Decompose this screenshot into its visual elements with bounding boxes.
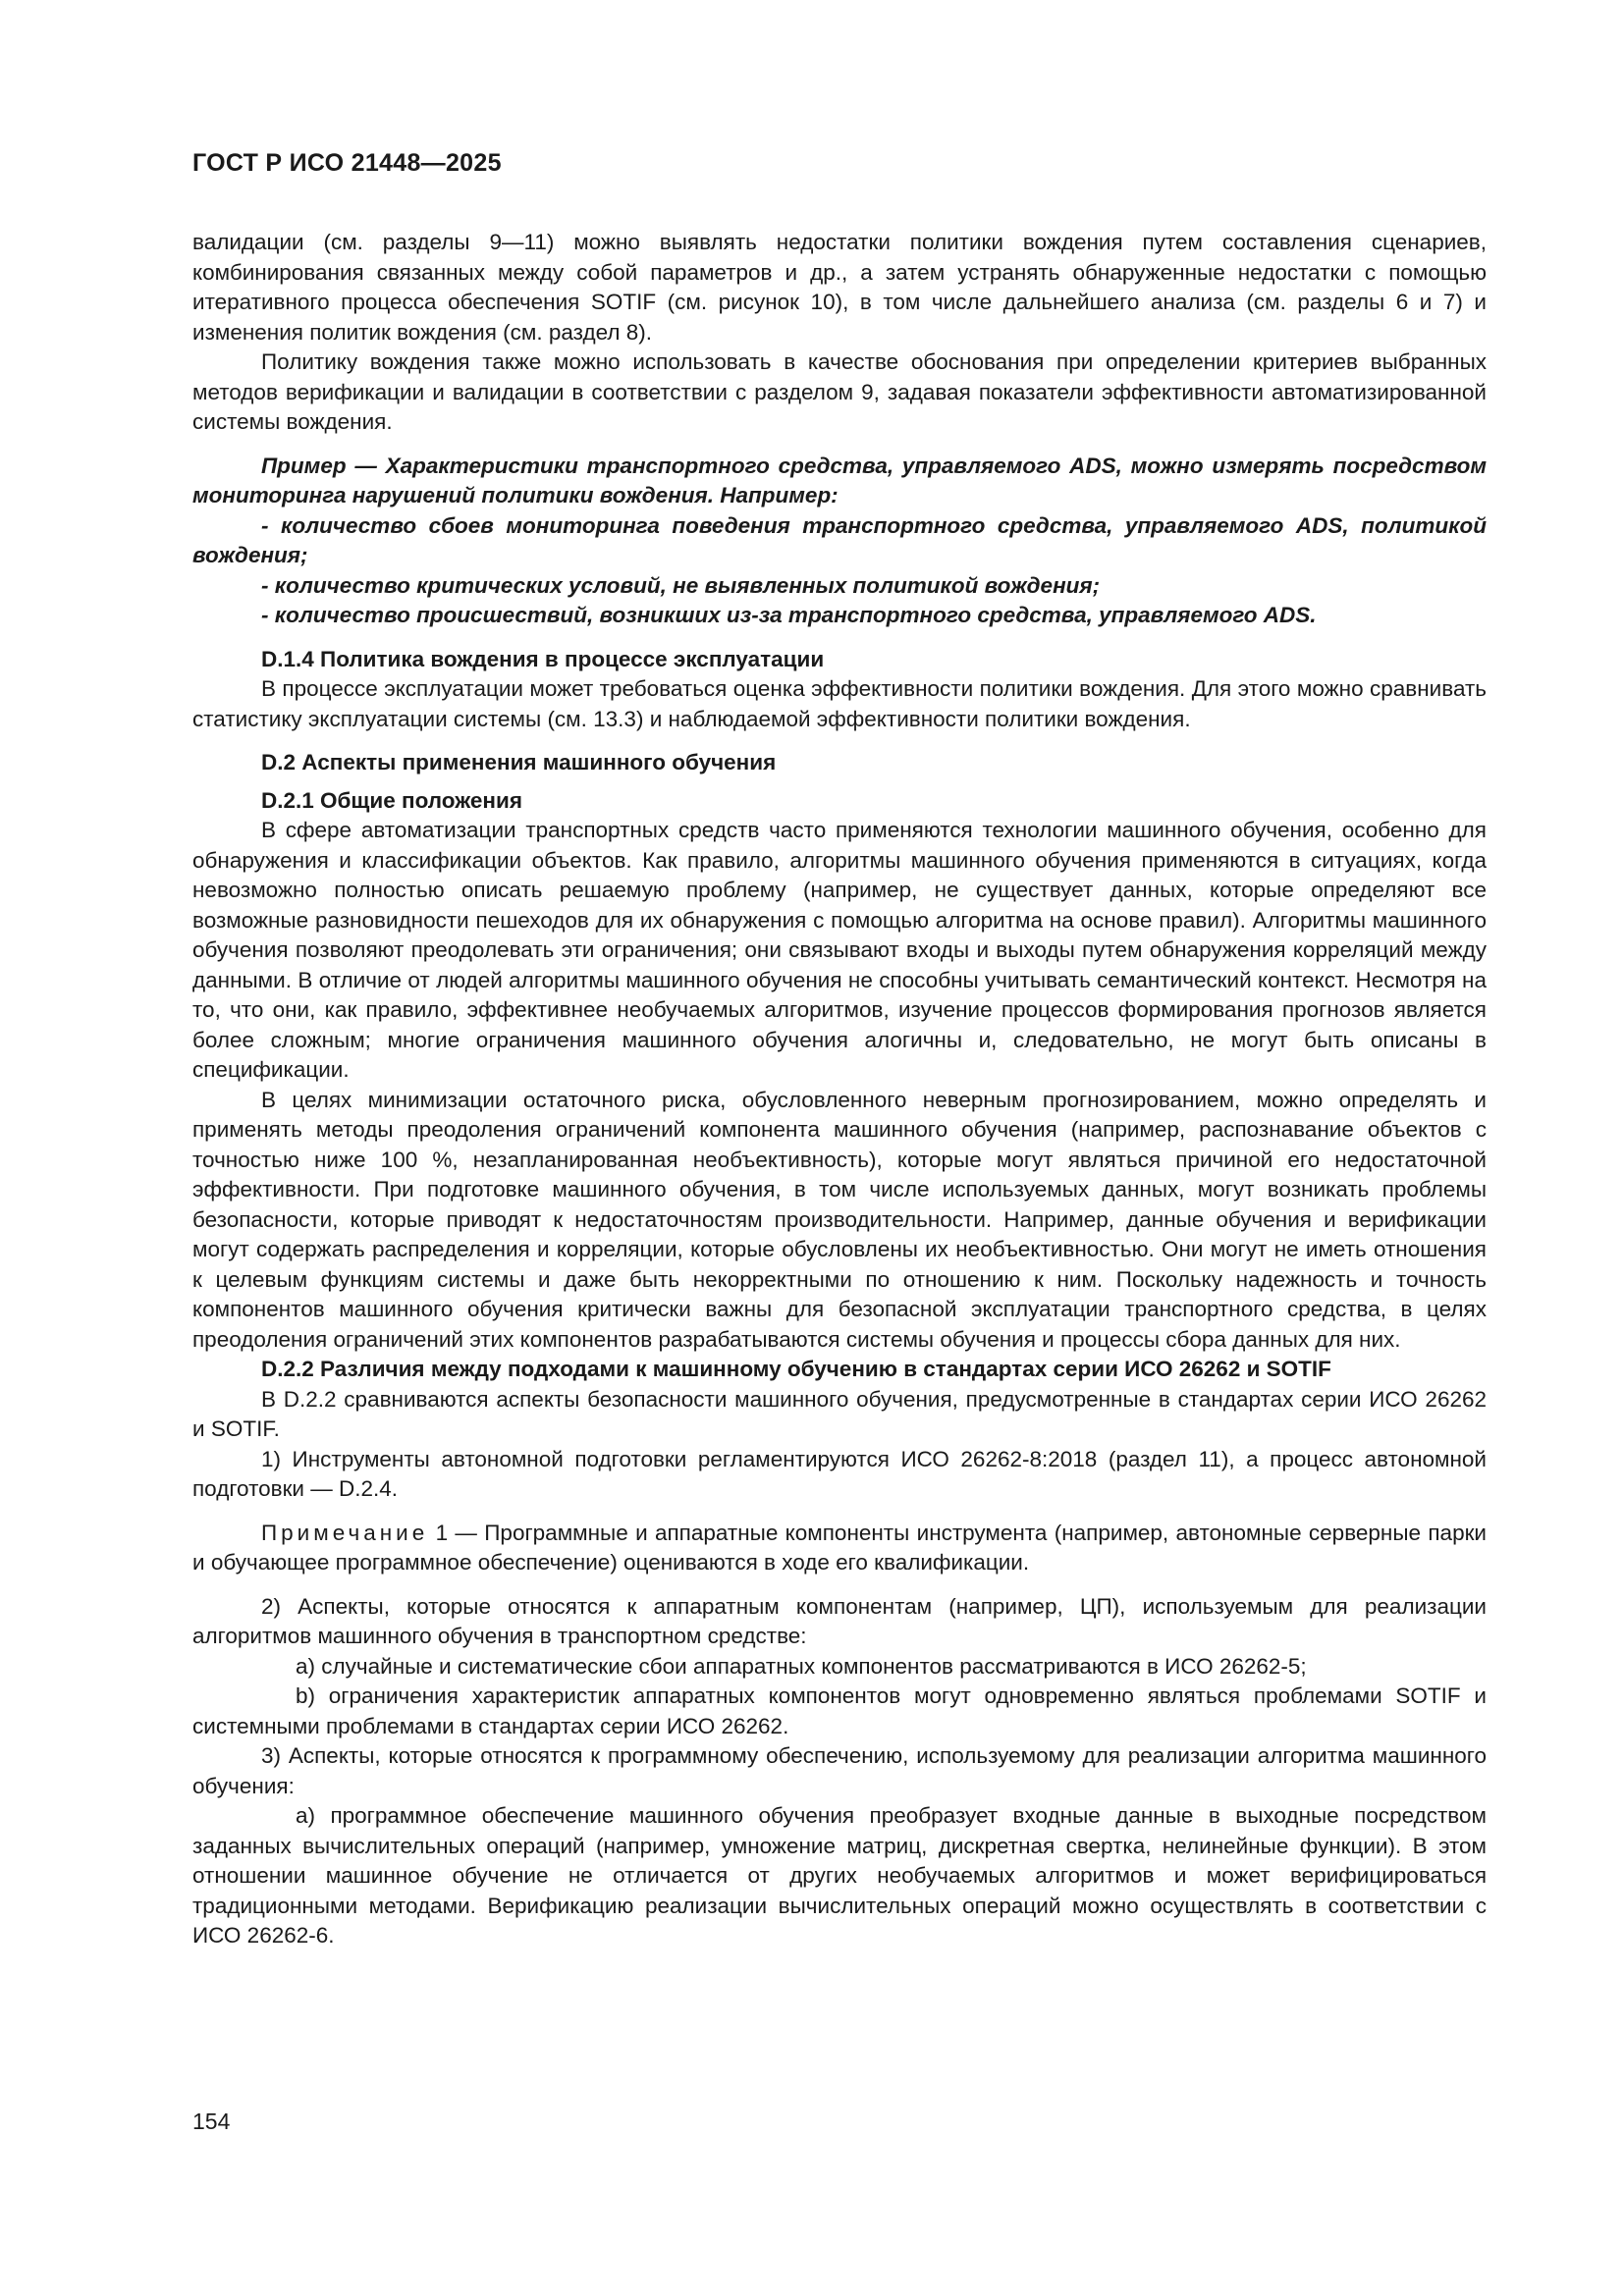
section-heading-d14: D.1.4 Политика вождения в процессе эксплуатации [261,646,825,671]
paragraph: валидации (см. разделы 9—11) можно выявлять недостатки политики вождения путем составления сценариев, комбинирования связанных между собой параметров и др., а затем устранять обнаруженные недостатки с помощью итеративного процесса обеспечения SOTIF (см. рисунок 10), в том числе дальнейшего анализа (см. разделы 6 и 7) и изменения политик вождения (см. раздел 8). [192,230,1487,345]
page-number: 154 [192,2109,231,2134]
sub-list-item: b) ограничения характеристик аппаратных компонентов могут одновременно являться проблемами SOTIF и системными проблемами в стандартах серии ИСО 26262. [192,1683,1487,1738]
note-label: Примечание [261,1520,429,1545]
example-intro: Пример — Характеристики транспортного средства, управляемого ADS, можно измерять посредством мониторинга нарушений политики вождения. Например: [192,453,1487,507]
example-item: - количество происшествий, возникших из-за транспортного средства, управляемого ADS. [261,603,1317,627]
section-heading-d21: D.2.1 Общие положения [261,787,522,813]
paragraph: Политику вождения также можно использовать в качестве обоснования при определении критериев выбранных методов верификации и валидации в соответствии с разделом 9, задавая показатели эффективности автоматизированной системы вождения. [192,349,1487,434]
sub-list-item: a) программное обеспечение машинного обучения преобразует входные данные в выходные посредством заданных вычислительных операций (например, умножение матриц, дискретная свертка, нелинейные функции). В этом отношении машинное обучение не отличается от других необучаемых алгоритмов и может верифицироваться традиционными методами. Верификацию реализации вычислительных операций можно осуществлять в соответствии с ИСО 26262-6. [192,1803,1487,1948]
paragraph: В процессе эксплуатации может требоваться оценка эффективности политики вождения. Для этого можно сравнивать статистику эксплуатации системы (см. 13.3) и наблюдаемой эффективности политики вождения. [192,676,1487,731]
sub-list-item: a) случайные и систематические сбои аппаратных компонентов рассматриваются в ИСО 26262-5; [296,1653,1307,1679]
note [192,1519,1487,1578]
section-heading-d2: D.2 Аспекты применения машинного обучения [261,750,777,774]
paragraph: В целях минимизации остаточного риска, обусловленного неверным прогнозированием, можно определять и применять методы преодоления ограничений компонента машинного обучения (например, распознавание объектов с точностью ниже 100 %, незапланированная необъективность), которые могут являться причиной его недостаточной эффективности. При подготовке машинного обучения, в том числе используемых данных, могут возникать проблемы безопасности, которые приводят к недостаточностям производительности. Например, данные обучения и верификации могут содержать распределения и корреляции, которые обусловлены их необъективностью. Они могут не иметь отношения к целевым функциям системы и даже быть некорректными по отношению к ним. Поскольку надежность и точность компонентов машинного обучения критически важны для безопасной эксплуатации транспортного средства, в целях преодоления ограничений этих компонентов разрабатываются системы обучения и процессы сбора данных для них. [192,1087,1487,1352]
list-item: 3) Аспекты, которые относятся к программному обеспечению, используемому для реализации алгоритма машинного обучения: [192,1743,1487,1798]
paragraph: В сфере автоматизации транспортных средств часто применяются технологии машинного обучения, особенно для обнаружения и классификации объектов. Как правило, алгоритмы машинного обучения применяются в ситуациях, когда невозможно полностью описать решаемую проблему (например, не существует данных, которые определяют все возможные разновидности пешеходов для их обнаружения с помощью алгоритма на основе правил). Алгоритмы машинного обучения позволяют преодолевать эти ограничения; они связывают входы и выходы путем обнаружения корреляций между данными. В отличие от людей алгоритмы машинного обучения не способны учитывать семантический контекст. Несмотря на то, что они, как правило, эффективнее необучаемых алгоритмов, изучение процессов формирования прогнозов является более сложным; многие ограничения машинного обучения алогичны и, следовательно, не могут быть описаны в спецификации. [192,818,1487,1082]
document-body [192,228,1487,1951]
document-header-title: ГОСТ Р ИСО 21448—2025 [192,149,502,177]
paragraph: В D.2.2 сравниваются аспекты безопасности машинного обучения, предусмотренные в стандартах серии ИСО 26262 и SOTIF. [192,1386,1487,1441]
list-item: 2) Аспекты, которые относятся к аппаратным компонентам (например, ЦП), используемым для реализации алгоритмов машинного обучения в транспортном средстве: [192,1593,1487,1648]
example-item: - количество критических условий, не выявленных политикой вождения; [261,572,1101,598]
section-heading-d22: D.2.2 Различия между подходами к машинному обучению в стандартах серии ИСО 26262 и SOTIF [261,1357,1331,1381]
note-text: 1 — Программные и аппаратные компоненты инструмента (например, автономные серверные парки и обучающее программное обеспечение) оцениваются в ходе его квалификации. [192,1520,1487,1575]
list-item: 1) Инструменты автономной подготовки регламентируются ИСО 26262-8:2018 (раздел 11), а процесс автономной подготовки — D.2.4. [192,1446,1487,1501]
example-item: - количество сбоев мониторинга поведения транспортного средства, управляемого ADS, политикой вождения; [192,512,1487,567]
